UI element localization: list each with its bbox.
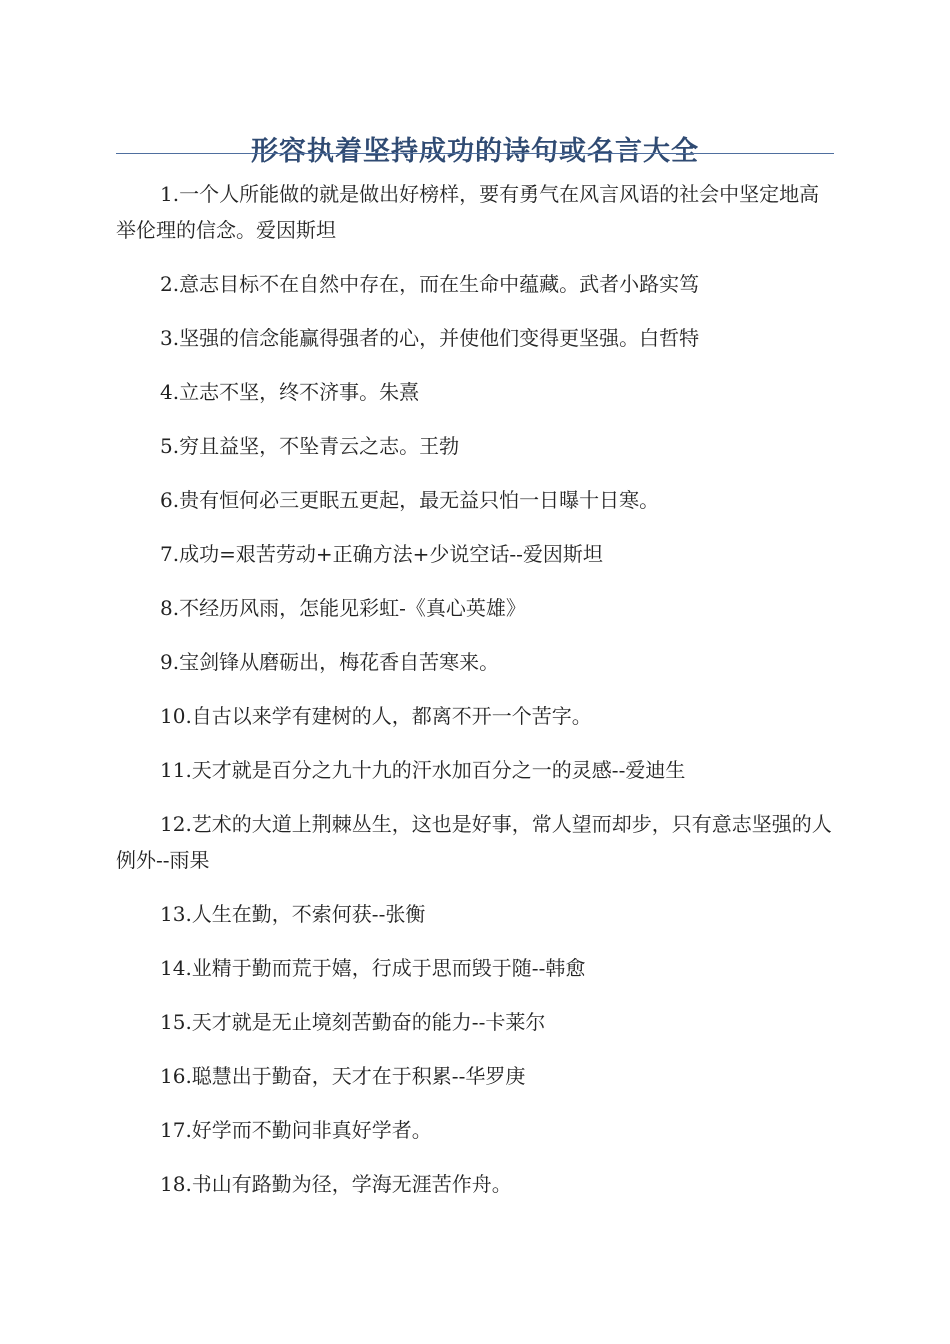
quote-list xyxy=(116,176,834,1220)
quote-item-15: 15.天才就是无止境刻苦勤奋的能力--卡莱尔 xyxy=(160,1010,546,1034)
quote-item-16: 16.聪慧出于勤奋，天才在于积累--华罗庚 xyxy=(160,1064,526,1088)
quote-item-4: 4.立志不坚，终不济事。朱熹 xyxy=(160,380,420,404)
quote-item-9: 9.宝剑锋从磨砺出，梅花香自苦寒来。 xyxy=(160,650,500,674)
quote-item-18: 18.书山有路勤为径，学海无涯苦作舟。 xyxy=(160,1172,512,1196)
quote-item-13: 13.人生在勤，不索何获--张衡 xyxy=(160,902,426,926)
quote-item-10: 10.自古以来学有建树的人，都离不开一个苦字。 xyxy=(160,704,592,728)
page-title: 形容执着坚持成功的诗句或名言大全 xyxy=(251,136,699,168)
quote-item-8: 8.不经历风雨，怎能见彩虹-《真心英雄》 xyxy=(160,596,526,620)
quote-item-11: 11.天才就是百分之九十九的汗水加百分之一的灵感--爱迪生 xyxy=(160,758,686,782)
quote-item-14: 14.业精于勤而荒于嬉，行成于思而毁于随--韩愈 xyxy=(160,956,586,980)
quote-item-17: 17.好学而不勤问非真好学者。 xyxy=(160,1118,432,1142)
quote-item-12: 12.艺术的大道上荆棘丛生，这也是好事，常人望而却步，只有意志坚强的人例外--雨果 xyxy=(116,812,832,872)
quote-item-3: 3.坚强的信念能赢得强者的心，并使他们变得更坚强。白哲特 xyxy=(160,326,700,350)
quote-item-6: 6.贵有恒何必三更眠五更起，最无益只怕一日曝十日寒。 xyxy=(160,488,660,512)
quote-item-7: 7.成功=艰苦劳动+正确方法+少说空话--爱因斯坦 xyxy=(160,542,603,566)
title-underline xyxy=(116,153,834,154)
quote-item-1: 1.一个人所能做的就是做出好榜样，要有勇气在风言风语的社会中坚定地高举伦理的信念。爱因斯坦 xyxy=(116,182,820,242)
quote-item-2: 2.意志目标不在自然中存在，而在生命中蕴藏。武者小路实笃 xyxy=(160,272,700,296)
quote-item-5: 5.穷且益坚，不坠青云之志。王勃 xyxy=(160,434,460,458)
